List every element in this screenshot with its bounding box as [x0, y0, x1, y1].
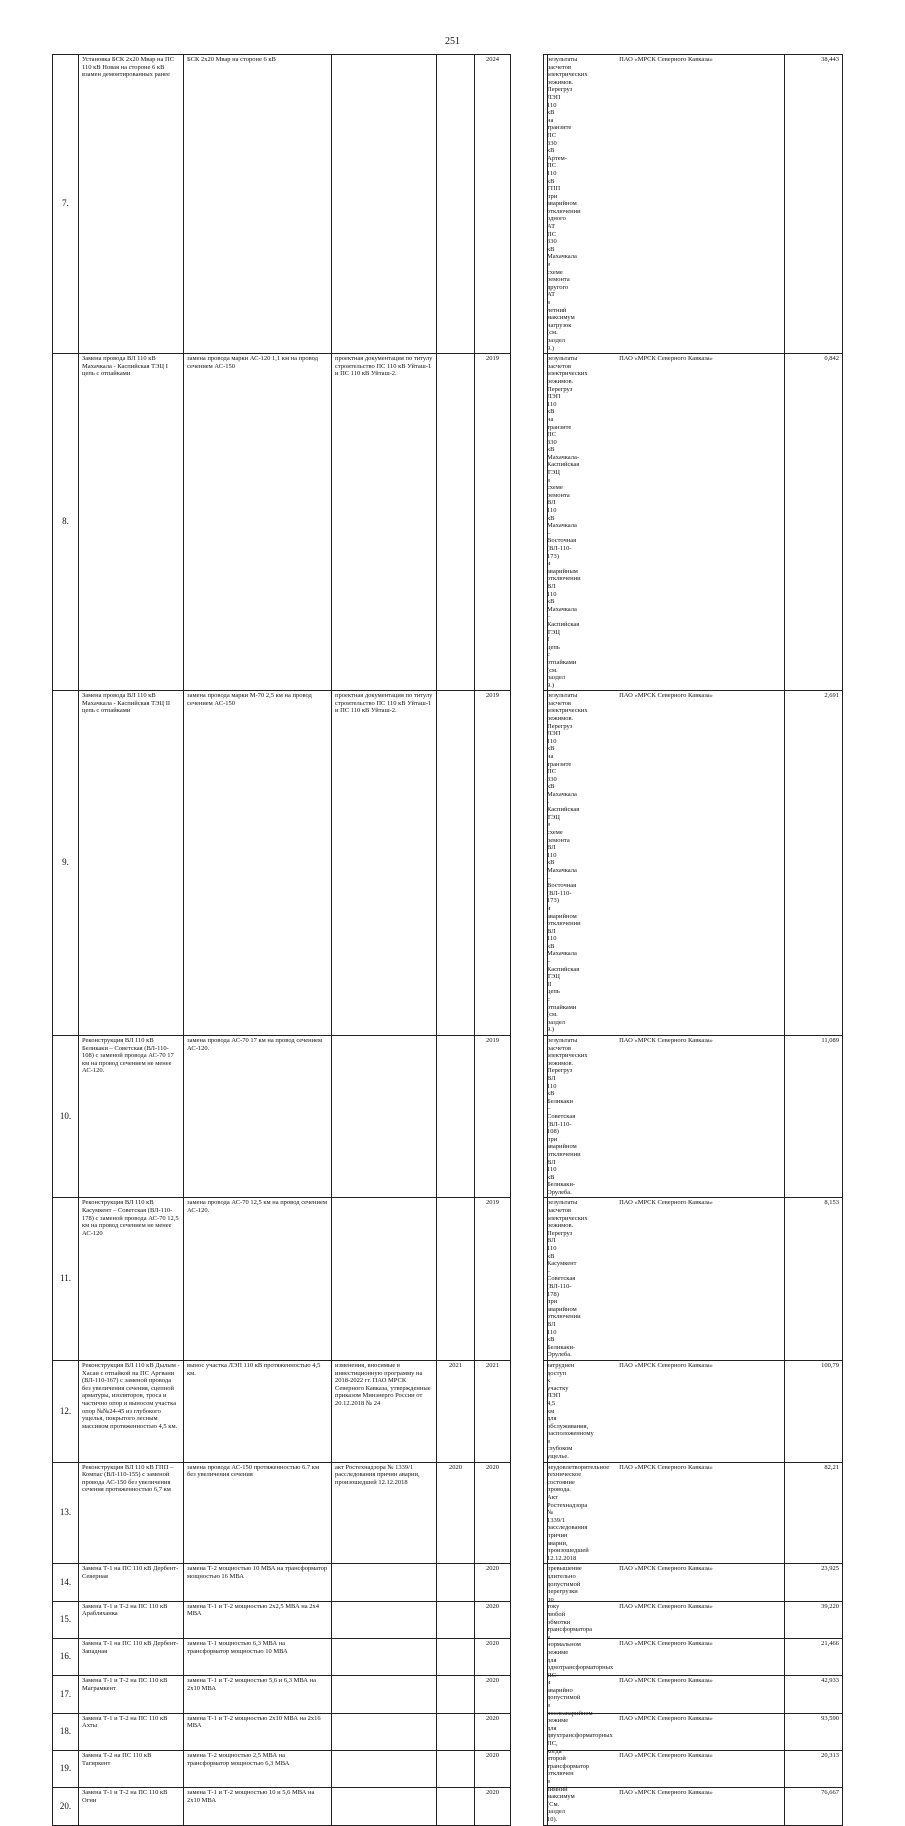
- organization-cell: ПАО «МРСК Северного Кавказа»: [548, 1360, 785, 1462]
- basis-document-cell: [332, 1750, 437, 1787]
- basis-document-cell: [332, 1639, 437, 1676]
- work-description-cell: замена провода марки М-70 2,5 км на провод сечением АС-150: [184, 691, 332, 1036]
- gap-cell: [511, 1198, 544, 1360]
- year-start-cell: [437, 691, 475, 1036]
- project-name-cell: Замена Т-1 на ПС 110 кВ Дербент-Северная: [79, 1564, 184, 1601]
- basis-document-cell: [332, 1198, 437, 1360]
- table-row: [53, 691, 843, 1036]
- work-description-cell: замена Т-1 и Т-2 мощностью 5,6 и 6,3 МВА на 2х10 МВА: [184, 1676, 332, 1713]
- year-end-cell: 2024: [475, 55, 511, 354]
- table-row: [53, 1750, 843, 1787]
- work-description-cell: замена провода АС-150 протяженностью 6.7 км без увеличения сечения: [184, 1462, 332, 1564]
- project-name-cell: Замена Т-1 и Т-2 на ПС 110 кВ Огни: [79, 1788, 184, 1825]
- year-start-cell: [437, 1750, 475, 1787]
- row-number: 7.: [53, 55, 79, 354]
- reason-cell: неудовлетворительное техническое состояние провода. Акт Ростехнадзора № 1339/1 расследования причин аварии, произошедшей 12.12.2018: [544, 1462, 548, 1564]
- year-start-cell: [437, 1676, 475, 1713]
- organization-cell: ПАО «МРСК Северного Кавказа»: [548, 1601, 785, 1638]
- basis-document-cell: проектная документация по титулу строительство ПС 110 кВ Уйташ-1 и ПС 110 кВ Уйташ-2.: [332, 354, 437, 691]
- gap-cell: [511, 1601, 544, 1638]
- gap-cell: [511, 55, 544, 354]
- row-number: 19.: [53, 1750, 79, 1787]
- project-name-cell: Установка БСК 2х20 Мвар на ПС 110 кВ Новая на стороне 6 кВ взамен демонтированных ранее: [79, 55, 184, 354]
- cost-cell: 76,667: [785, 1788, 843, 1825]
- project-name-cell: Замена Т-2 на ПС 110 кВ Тагиркент: [79, 1750, 184, 1787]
- project-name-cell: Замена Т-1 и Т-2 на ПС 110 кВ Арабляханка: [79, 1601, 184, 1638]
- table-row: [53, 1198, 843, 1360]
- year-end-cell: 2019: [475, 1036, 511, 1198]
- basis-document-cell: [332, 1601, 437, 1638]
- year-start-cell: [437, 1036, 475, 1198]
- year-end-cell: 2020: [475, 1601, 511, 1638]
- project-name-cell: Реконструкция ВЛ 110 кВ Касумкент – Советская (ВЛ-110-178) с заменой провода АС-70 12,5 км на провод сечением не менее АС-120: [79, 1198, 184, 1360]
- gap-cell: [511, 1676, 544, 1713]
- year-start-cell: [437, 55, 475, 354]
- year-end-cell: 2020: [475, 1639, 511, 1676]
- row-number: 13.: [53, 1462, 79, 1564]
- cost-cell: 20,313: [785, 1750, 843, 1787]
- investment-table: [52, 54, 843, 1826]
- reason-cell: результаты расчетов электрических режимов. Перегруз ЛЭП 110 кВ на транзите ПС 330 кВ Артем-ПС 110 кВ ГПП при аварийном отключении одного АТ ПС 330 кВ Махачкала в схеме ремонта другого АТ в летний максимум нагрузок (см. раздел 9.): [544, 55, 548, 354]
- work-description-cell: замена Т-1 и Т-2 мощностью 2х2,5 МВА на 2х4 МВА: [184, 1601, 332, 1638]
- basis-document-cell: [332, 1788, 437, 1825]
- basis-document-cell: [332, 55, 437, 354]
- project-name-cell: Замена Т-1 на ПС 110 кВ Дербент-Западная: [79, 1639, 184, 1676]
- gap-cell: [511, 1462, 544, 1564]
- cost-cell: 82,21: [785, 1462, 843, 1564]
- year-start-cell: [437, 1788, 475, 1825]
- cost-cell: 39,220: [785, 1601, 843, 1638]
- organization-cell: ПАО «МРСК Северного Кавказа»: [548, 1036, 785, 1198]
- work-description-cell: вынос участка ЛЭП 110 кВ протяженностью 4,5 км.: [184, 1360, 332, 1462]
- basis-document-cell: изменения, вносимые в инвестиционную программу на 2018-2022 гг. ПАО МРСК Северного Кавказа, утвержденные приказом Минэнерго России от 20.12.2018 № 24: [332, 1360, 437, 1462]
- organization-cell: ПАО «МРСК Северного Кавказа»: [548, 1639, 785, 1676]
- cost-cell: 21,466: [785, 1639, 843, 1676]
- reason-cell: затруднен доступ к участку ЛЭП 4,5 км для обслуживания, расположенному в глубоком ущелье.: [544, 1360, 548, 1462]
- project-name-cell: Замена Т-1 и Т-2 на ПС 110 кВ Маграмкент: [79, 1676, 184, 1713]
- work-description-cell: БСК 2х20 Мвар на стороне 6 кВ: [184, 55, 332, 354]
- year-start-cell: [437, 1713, 475, 1750]
- gap-cell: [511, 1788, 544, 1825]
- organization-cell: ПАО «МРСК Северного Кавказа»: [548, 55, 785, 354]
- organization-cell: ПАО «МРСК Северного Кавказа»: [548, 1788, 785, 1825]
- row-number: 10.: [53, 1036, 79, 1198]
- organization-cell: ПАО «МРСК Северного Кавказа»: [548, 354, 785, 691]
- project-name-cell: Замена провода ВЛ 110 кВ Махачкала - Каспийская ТЭЦ II цепь с отпайками: [79, 691, 184, 1036]
- row-number: 9.: [53, 691, 79, 1036]
- cost-cell: 38,443: [785, 55, 843, 354]
- year-start-cell: [437, 1639, 475, 1676]
- basis-document-cell: [332, 1676, 437, 1713]
- cost-cell: 8,153: [785, 1198, 843, 1360]
- year-start-cell: [437, 1564, 475, 1601]
- row-number: 17.: [53, 1676, 79, 1713]
- table-row: [53, 1564, 843, 1601]
- organization-cell: ПАО «МРСК Северного Кавказа»: [548, 1564, 785, 1601]
- basis-document-cell: [332, 1564, 437, 1601]
- cost-cell: 100,79: [785, 1360, 843, 1462]
- basis-document-cell: [332, 1713, 437, 1750]
- gap-cell: [511, 1639, 544, 1676]
- gap-cell: [511, 691, 544, 1036]
- reason-cell: превышение длительно допустимой перегрузки по току любой обмотки трансформатора в нормальном режиме для однотрансформаторных ПС и аварийно допустимой в послеаварийном режиме для двухтрансформаторных ПС, когда второй трансформатор отключен в зимний максимум (См. раздел 10).: [544, 1564, 548, 1825]
- year-end-cell: 2021: [475, 1360, 511, 1462]
- year-start-cell: [437, 1198, 475, 1360]
- basis-document-cell: [332, 1036, 437, 1198]
- row-number: 14.: [53, 1564, 79, 1601]
- table-row: [53, 1462, 843, 1564]
- row-number: 16.: [53, 1639, 79, 1676]
- year-end-cell: 2020: [475, 1462, 511, 1564]
- project-name-cell: Реконструкция ВЛ 110 кВ Беликаки – Советская (ВЛ-110-108) с заменой провода АС-70 17 км на провод сечением не менее АС-120.: [79, 1036, 184, 1198]
- row-number: 20.: [53, 1788, 79, 1825]
- gap-cell: [511, 1713, 544, 1750]
- year-end-cell: 2020: [475, 1788, 511, 1825]
- reason-cell: результаты расчетов электрических режимов. Перегруз ВЛ 110 кВ Беликаки – Советская (ВЛ-110-108) при аварийном отключении ВЛ 110 кВ Беликаки-Орулеба.: [544, 1036, 548, 1198]
- table-body: [53, 55, 843, 1826]
- row-number: 12.: [53, 1360, 79, 1462]
- project-name-cell: Замена провода ВЛ 110 кВ Махачкала - Каспийская ТЭЦ I цепь с отпайками: [79, 354, 184, 691]
- gap-cell: [511, 1036, 544, 1198]
- project-name-cell: Реконструкция ВЛ 110 кВ Дылым - Хасаи с отпайкой на ПС Аргвани (ВЛ-110-167) с заменой провода без увеличения сечения, сцепной арматуры, изоляторов, троса и частично опор и выносом участка опор №№24-45 из глубокого ущелья, покрытого лесным массивом протяженностью 4,5 км.: [79, 1360, 184, 1462]
- reason-cell: результаты расчетов электрических режимов. Перегруз ЛЭП 110 кВ на транзите ПС 330 кВ Махачкала-Каспийская ТЭЦ в схеме ремонта ВЛ 110 кВ Махачкала – Восточная (ВЛ-110-173) и аварийным отключении ВЛ 110 кВ Махачкала – Каспийская ТЭЦ I цепь с отпайками (см. раздел 9.): [544, 354, 548, 691]
- year-end-cell: 2019: [475, 354, 511, 691]
- cost-cell: 11,089: [785, 1036, 843, 1198]
- cost-cell: 2,691: [785, 691, 843, 1036]
- year-end-cell: 2020: [475, 1676, 511, 1713]
- row-number: 11.: [53, 1198, 79, 1360]
- work-description-cell: замена провода АС-70 12,5 км на провод сечением АС-120.: [184, 1198, 332, 1360]
- organization-cell: ПАО «МРСК Северного Кавказа»: [548, 1198, 785, 1360]
- gap-cell: [511, 1750, 544, 1787]
- year-end-cell: 2019: [475, 691, 511, 1036]
- work-description-cell: замена Т-1 мощностью 6,3 МВА на трансформатор мощностью 10 МВА: [184, 1639, 332, 1676]
- table-row: [53, 55, 843, 354]
- row-number: 15.: [53, 1601, 79, 1638]
- gap-cell: [511, 1564, 544, 1601]
- organization-cell: ПАО «МРСК Северного Кавказа»: [548, 1750, 785, 1787]
- table-row: [53, 354, 843, 691]
- table-row: [53, 1036, 843, 1198]
- year-start-cell: 2021: [437, 1360, 475, 1462]
- table-row: [53, 1601, 843, 1638]
- year-end-cell: 2020: [475, 1564, 511, 1601]
- organization-cell: ПАО «МРСК Северного Кавказа»: [548, 1462, 785, 1564]
- year-start-cell: [437, 354, 475, 691]
- organization-cell: ПАО «МРСК Северного Кавказа»: [548, 691, 785, 1036]
- year-end-cell: 2019: [475, 1198, 511, 1360]
- table-row: [53, 1360, 843, 1462]
- table-row: [53, 1713, 843, 1750]
- work-description-cell: замена Т-2 мощностью 2,5 МВА на трансформатор мощностью 6,3 МВА: [184, 1750, 332, 1787]
- table-row: [53, 1639, 843, 1676]
- reason-cell: результаты расчетов электрических режимов. Перегруз ЛЭП 110 кВ на транзите ПС 330 кВ Махачкала - Каспийская ТЭЦ в схеме ремонта ВЛ 110 кВ Махачкала – Восточная (ВЛ-110-173) и аварийном отключении ВЛ 110 кВ Махачкала – Каспийская ТЭЦ II цепь с отпайками (см. раздел 9.): [544, 691, 548, 1036]
- work-description-cell: замена провода АС-70 17 км на провод сечением АС-120.: [184, 1036, 332, 1198]
- project-name-cell: Реконструкция ВЛ 110 кВ ГПП – Компас (ВЛ-110-155) с заменой провода АС-150 без увеличения сечения протяженностью 6,7 км: [79, 1462, 184, 1564]
- row-number: 8.: [53, 354, 79, 691]
- table-row: [53, 1676, 843, 1713]
- work-description-cell: замена Т-1 и Т-2 мощностью 2х10 МВА на 2х16 МВА: [184, 1713, 332, 1750]
- basis-document-cell: акт Ростехнадзора № 1339/1 расследования причин аварии, произошедшей 12.12.2018: [332, 1462, 437, 1564]
- cost-cell: 23,925: [785, 1564, 843, 1601]
- year-start-cell: 2020: [437, 1462, 475, 1564]
- year-end-cell: 2020: [475, 1750, 511, 1787]
- page-number: 251: [445, 36, 460, 47]
- basis-document-cell: проектная документация по титулу строительство ПС 110 кВ Уйташ-1 и ПС 110 кВ Уйташ-2.: [332, 691, 437, 1036]
- work-description-cell: замена Т-2 мощностью 10 МВА на трансформатор мощностью 16 МВА: [184, 1564, 332, 1601]
- reason-cell: результаты расчетов электрических режимов. Перегруз ВЛ 110 кВ Касумкент – Советская (ВЛ-110-178) при аварийном отключении ВЛ 110 кВ Беликаки-Орулеба.: [544, 1198, 548, 1360]
- work-description-cell: замена Т-1 и Т-2 мощностью 10 и 5,6 МВА на 2х10 МВА: [184, 1788, 332, 1825]
- project-name-cell: Замена Т-1 и Т-2 на ПС 110 кВ Ахты: [79, 1713, 184, 1750]
- cost-cell: 93,590: [785, 1713, 843, 1750]
- year-start-cell: [437, 1601, 475, 1638]
- cost-cell: 42,933: [785, 1676, 843, 1713]
- gap-cell: [511, 354, 544, 691]
- gap-cell: [511, 1360, 544, 1462]
- row-number: 18.: [53, 1713, 79, 1750]
- organization-cell: ПАО «МРСК Северного Кавказа»: [548, 1676, 785, 1713]
- work-description-cell: замена провода марки АС-120 1,1 км на провод сечением АС-150: [184, 354, 332, 691]
- cost-cell: 0,842: [785, 354, 843, 691]
- table-row: [53, 1788, 843, 1825]
- year-end-cell: 2020: [475, 1713, 511, 1750]
- organization-cell: ПАО «МРСК Северного Кавказа»: [548, 1713, 785, 1750]
